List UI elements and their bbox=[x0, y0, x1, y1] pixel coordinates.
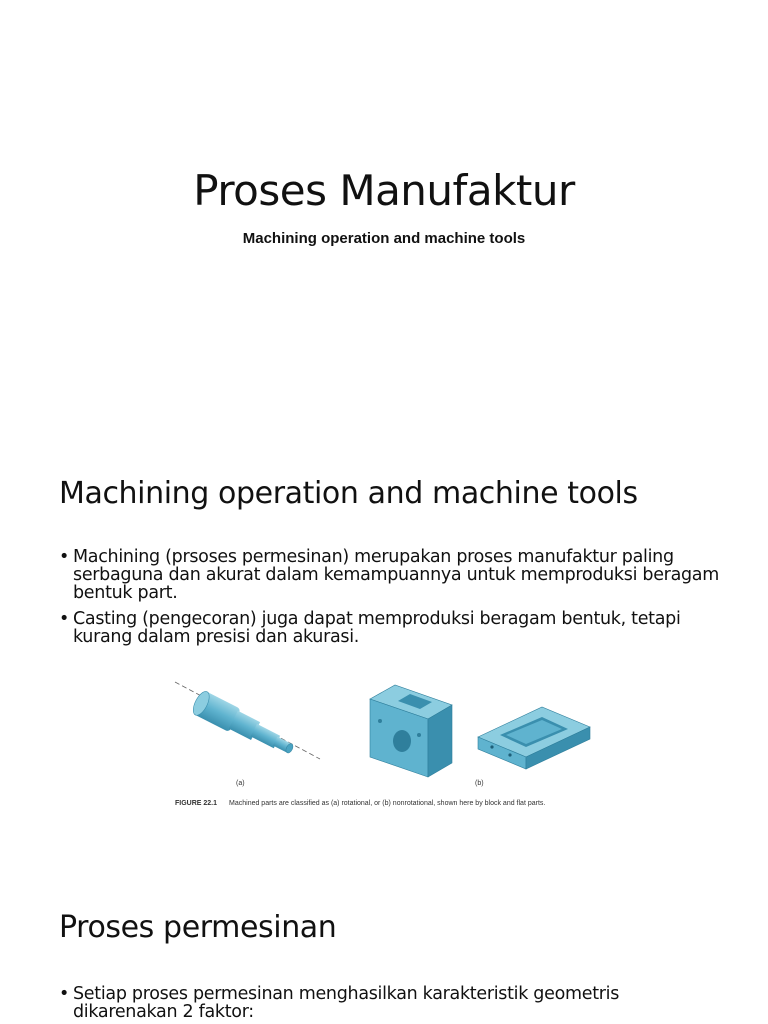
bullet-item: • Machining (prsoses permesinan) merupakan proses manufaktur paling serbaguna dan akurat dalam kemampuannya untuk memproduksi beragam bentuk part. bbox=[59, 548, 719, 602]
title-slide bbox=[0, 0, 768, 432]
bullet-item: • Setiap proses permesinan menghasilkan karakteristik geometris dikarenakan 2 faktor: bbox=[59, 985, 699, 1021]
slide-title: Proses Manufaktur bbox=[193, 166, 575, 215]
figure-label-b: (b) bbox=[475, 780, 484, 787]
rotational-part-shaft bbox=[175, 682, 320, 761]
content-slide-permesinan bbox=[0, 864, 768, 1024]
nonrotational-flat-part bbox=[478, 707, 590, 769]
content-slide-machining bbox=[0, 432, 768, 864]
nonrotational-block-part bbox=[370, 685, 452, 777]
machined-parts-figure bbox=[170, 677, 600, 827]
machined-parts-illustration bbox=[170, 677, 600, 797]
slide-heading: Machining operation and machine tools bbox=[59, 476, 638, 511]
slide-subtitle: Machining operation and machine tools bbox=[242, 230, 526, 247]
figure-caption bbox=[175, 798, 595, 809]
bullet-item: • Casting (pengecoran) juga dapat memproduksi beragam bentuk, tetapi kurang dalam presisi dan akurasi. bbox=[59, 610, 719, 646]
figure-label-a: (a) bbox=[236, 780, 245, 787]
figure-caption-text: Machined parts are classified as (a) rotational, or (b) nonrotational, shown here by block and flat parts. bbox=[229, 800, 546, 807]
slide-heading: Proses permesinan bbox=[59, 910, 337, 945]
figure-number: FIGURE 22.1 bbox=[175, 800, 218, 807]
bullet-list bbox=[59, 548, 719, 654]
bullet-list bbox=[59, 985, 699, 1024]
